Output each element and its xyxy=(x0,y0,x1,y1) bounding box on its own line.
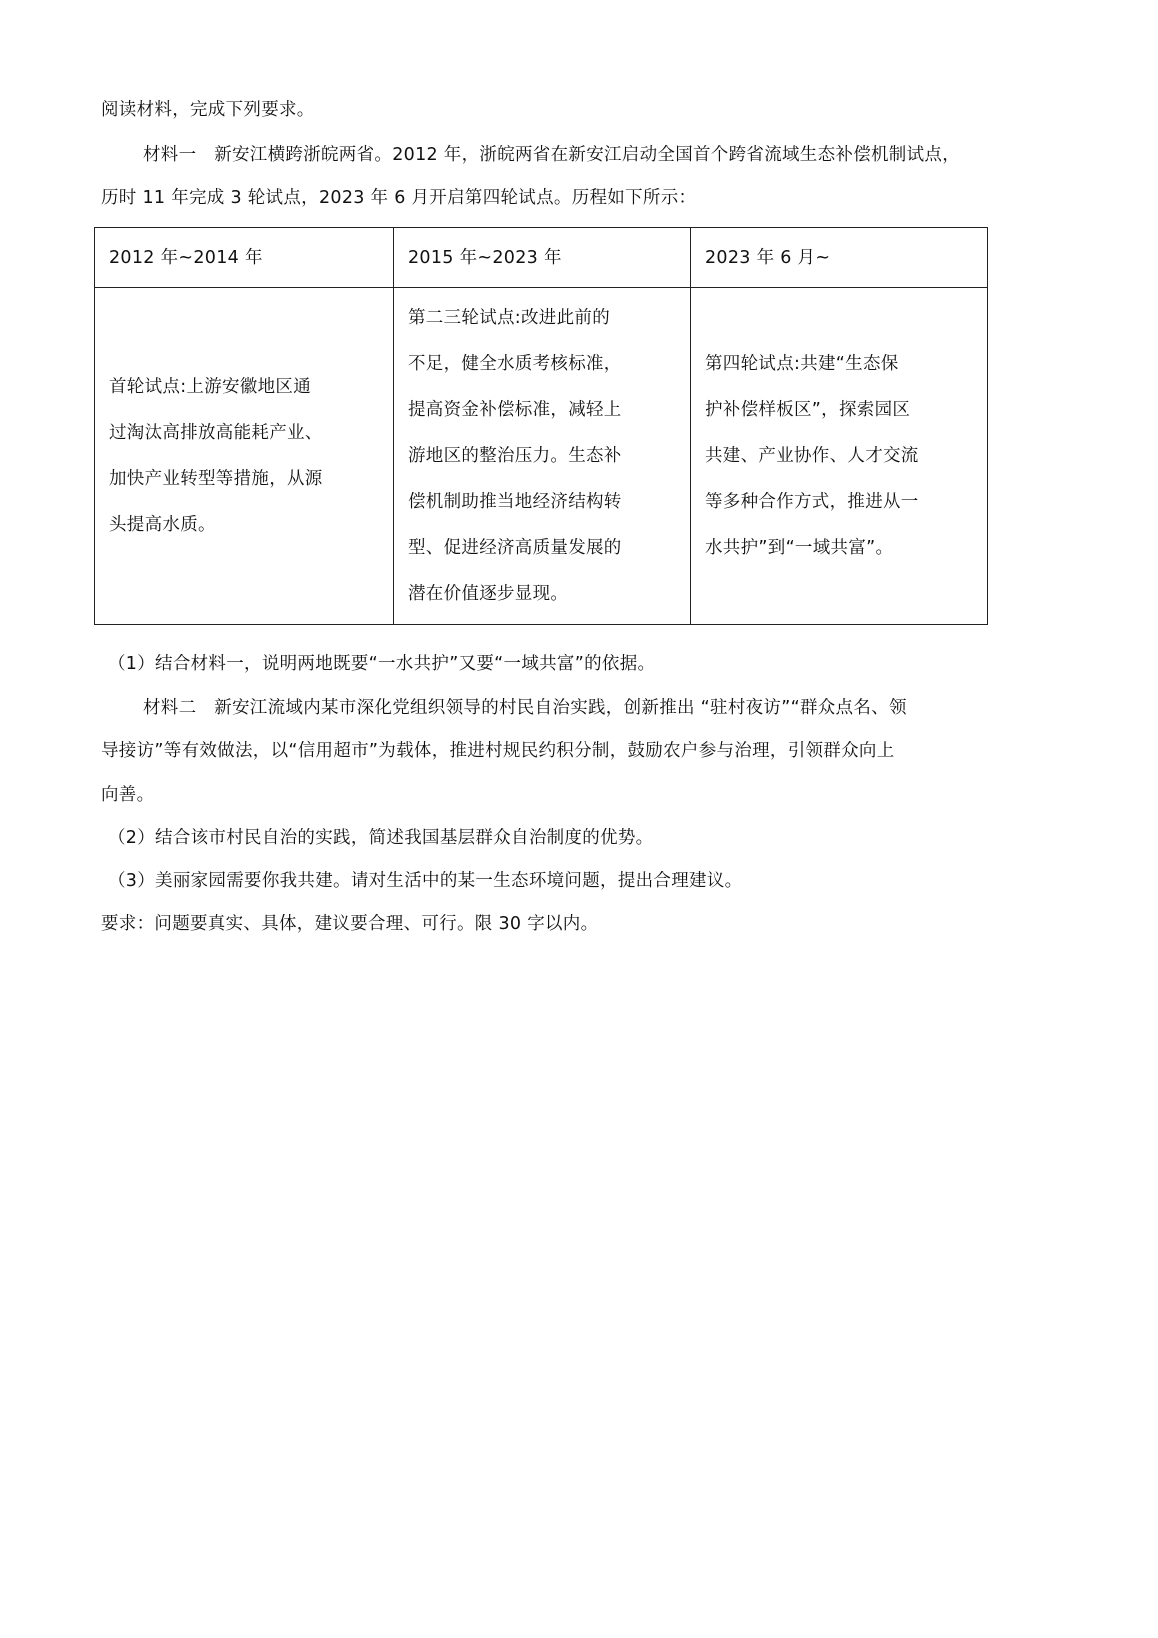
cell-line: 加快产业转型等措施，从源 xyxy=(109,469,323,489)
cell-line: 头提高水质。 xyxy=(109,515,216,535)
table-row xyxy=(95,288,988,625)
material-two-line-1: 材料二 新安江流域内某市深化党组织领导的村民自治实践，创新推出 “驻村夜访”“群众点名、领 xyxy=(143,698,907,718)
intro-text: 阅读材料，完成下列要求。 xyxy=(101,100,315,120)
table-cell-fourth-round xyxy=(691,288,988,625)
cell-line: 等多种合作方式，推进从一 xyxy=(705,492,919,512)
material-two-line-2: 导接访”等有效做法，以“信用超市”为载体，推进村规民约积分制，鼓励农户参与治理，引领群众向上 xyxy=(101,741,895,761)
table-header-cell: 2012 年~2014 年 xyxy=(95,228,394,288)
cell-line: 潜在价值逐步显现。 xyxy=(408,584,569,604)
cell-line: 第四轮试点:共建“生态保 xyxy=(705,354,899,374)
cell-line: 型、促进经济高质量发展的 xyxy=(408,538,622,558)
cell-line: 第二三轮试点:改进此前的 xyxy=(408,308,610,328)
cell-line: 首轮试点:上游安徽地区通 xyxy=(109,377,311,397)
cell-line: 共建、产业协作、人才交流 xyxy=(705,446,919,466)
cell-line: 护补偿样板区”，探索园区 xyxy=(705,400,911,420)
cell-line: 提高资金补偿标准，减轻上 xyxy=(408,400,622,420)
table-header-row xyxy=(95,228,988,288)
cell-line: 偿机制助推当地经济结构转 xyxy=(408,492,622,512)
material-one-line-1: 材料一 新安江横跨浙皖两省。2012 年，浙皖两省在新安江启动全国首个跨省流域生态补偿机制试点， xyxy=(143,145,960,165)
cell-line: 不足，健全水质考核标准， xyxy=(408,354,622,374)
cell-line: 水共护”到“一域共富”。 xyxy=(705,538,894,558)
history-table xyxy=(94,227,988,625)
question-3: （3）美丽家园需要你我共建。请对生活中的某一生态环境问题，提出合理建议。 xyxy=(108,871,743,891)
question-2: （2）结合该市村民自治的实践，简述我国基层群众自治制度的优势。 xyxy=(108,828,654,848)
table-cell-first-round xyxy=(95,288,394,625)
table-header-cell: 2023 年 6 月~ xyxy=(691,228,988,288)
cell-line: 游地区的整治压力。生态补 xyxy=(408,446,622,466)
question-1: （1）结合材料一，说明两地既要“一水共护”又要“一域共富”的依据。 xyxy=(108,654,656,674)
requirement-text: 要求：问题要真实、具体，建议要合理、可行。限 30 字以内。 xyxy=(101,914,599,934)
table-header-cell: 2015 年~2023 年 xyxy=(394,228,691,288)
cell-line: 过淘汰高排放高能耗产业、 xyxy=(109,423,323,443)
table-cell-second-third-round xyxy=(394,288,691,625)
material-two-line-3: 向善。 xyxy=(101,785,155,805)
material-one-line-2: 历时 11 年完成 3 轮试点，2023 年 6 月开启第四轮试点。历程如下所示： xyxy=(101,188,697,208)
